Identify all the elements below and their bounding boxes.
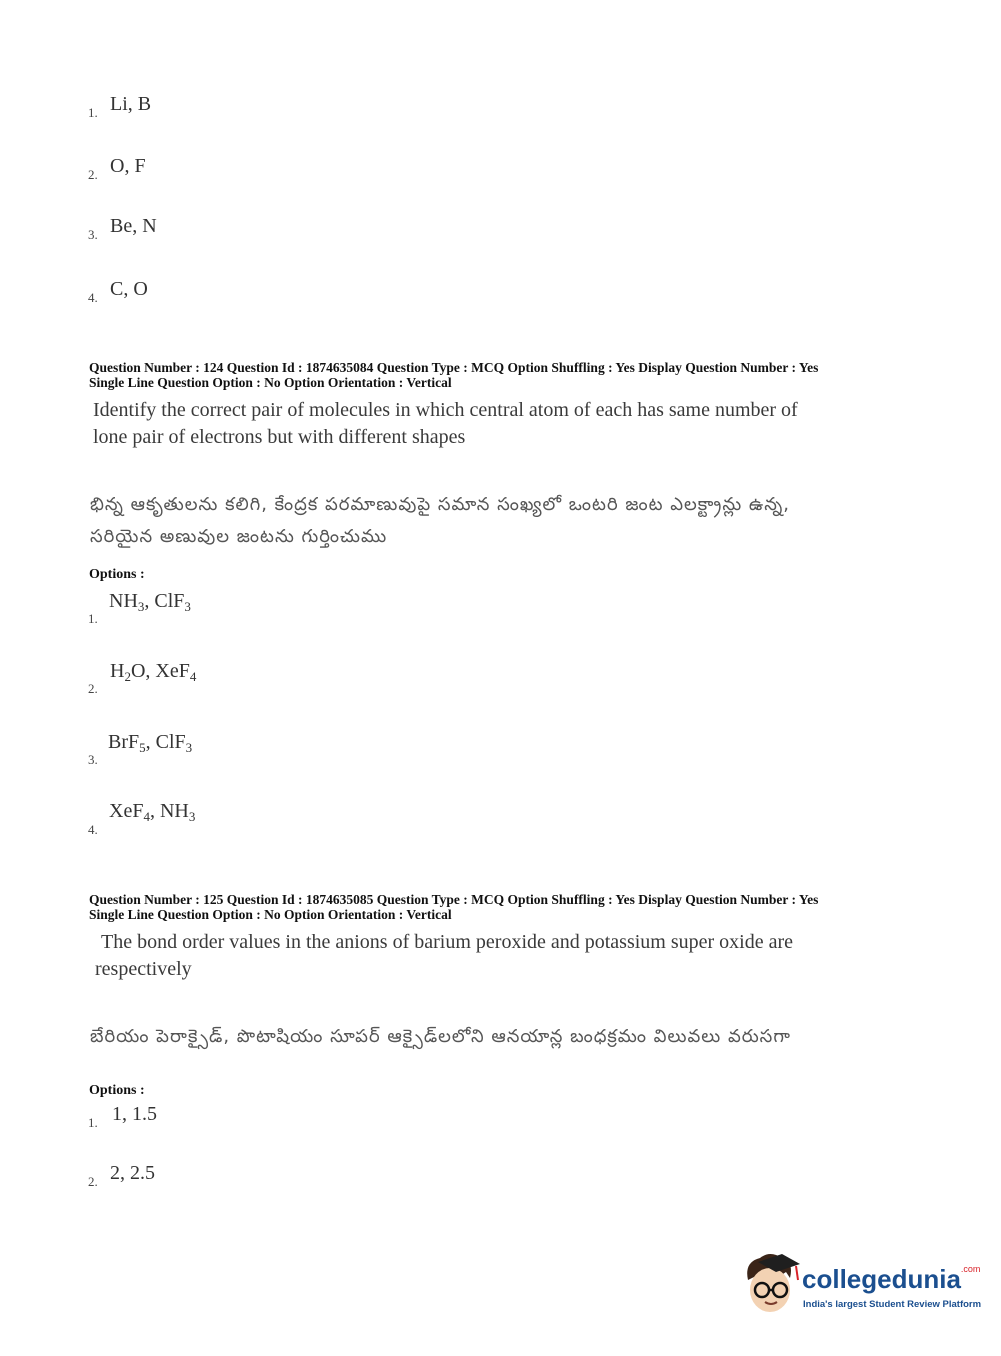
q124-option-2-formula: $H_2O$, XeF$_4$ — [110, 660, 197, 684]
logo-tagline: India's largest Student Review Platform — [803, 1299, 982, 1310]
q124-question-te-line-2: సరియైన అణువుల జంటను గుర్తించుము — [90, 526, 388, 547]
q124-option-4-formula: XeF$_4$, $NH_3$ — [109, 800, 196, 824]
q124-question-en-line-1: Identify the correct pair of molecules in which central atom of each has same number of — [93, 399, 798, 421]
q125-options-label: Options : — [89, 1083, 145, 1098]
q125-question-en-line-1: The bond order values in the anions of barium peroxide and potassium super oxide are — [101, 931, 794, 953]
q124-options-label: Options : — [89, 567, 145, 582]
logo-wordmark: collegedunia$^{.com}$ — [802, 1264, 981, 1294]
q124-question-te-line-1: భిన్న ఆకృతులను కలిగి, కేంద్రక పరమాణువుపై సమాన సంఖ్యలో ఒంటరి జంట ఎలక్ట్రాన్లు ఉన్న, — [90, 494, 790, 515]
q124-option-3-formula: BrF$_5$, ClF$_3$ — [108, 731, 193, 755]
q124-meta-line-1: Question Number : 124 Question Id : 1874635084 Question Type : MCQ Option Shuffling : Yes Display Question Number : Yes — [89, 360, 819, 375]
q124-meta-line-2: Single Line Question Option : No Option Orientation : Vertical — [89, 375, 452, 390]
collegedunia-logo[interactable] — [740, 1250, 982, 1320]
q124-question-en-line-2: lone pair of electrons but with different shapes — [93, 426, 466, 448]
q125-question-te-line-1: బేరియం పెరాక్సైడ్, పొటాషియం సూపర్ ఆక్సైడ్‌లలోని ఆనయాన్ల బంధక్రమం విలువలు వరుసగా — [90, 1026, 791, 1047]
mascot-icon — [740, 1250, 800, 1316]
q125-meta-line-1: Question Number : 125 Question Id : 1874635085 Question Type : MCQ Option Shuffling : Yes Display Question Number : Yes — [89, 892, 819, 907]
q124-option-1-formula: $NH_3$, ClF$_3$ — [109, 590, 191, 614]
q125-meta-line-2: Single Line Question Option : No Option Orientation : Vertical — [89, 907, 452, 922]
q125-question-en-line-2: respectively — [95, 958, 192, 980]
